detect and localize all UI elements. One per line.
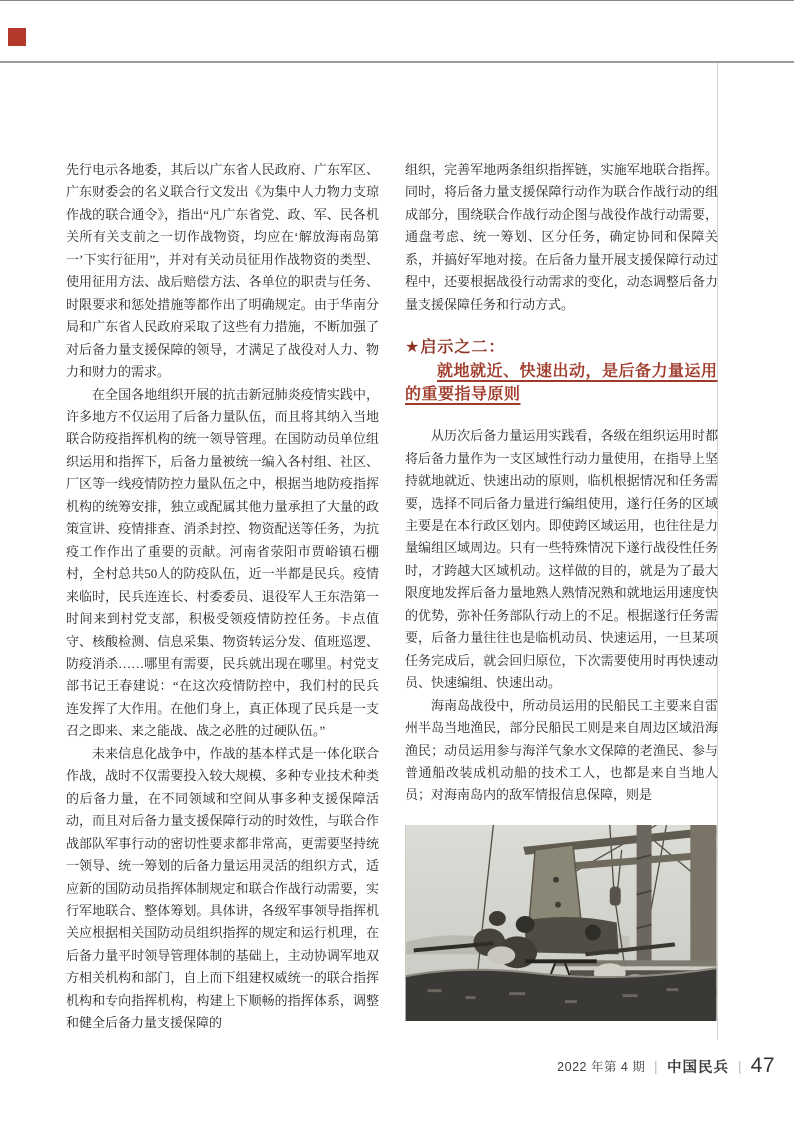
left-text-column bbox=[66, 159, 379, 1035]
paragraph: 在全国各地组织开展的抗击新冠肺炎疫情实践中，许多地方不仅运用了后备力量队伍，而且将其纳入当地联合防疫指挥机构的统一领导管理。在国防动员单位组织运用和指挥下，后备力量被统一编入各村组、社区、厂区等一线疫情防控力量队伍之中，根据当地防疫指挥机构的统筹安排，独立或配属其他力量承担了大量的政策宣讲、疫情排查、消杀封控、物资配送等任务，为抗疫工作作出了重要的贡献。河南省荥阳市贾峪镇石棚村，全村总共50人的防疫队伍，近一半都是民兵。疫情来临时，民兵连连长、村委委员、退役军人王东浩第一时间来到村党支部，积极受领疫情防控任务。卡点值守、核酸检测、信息采集、物资转运分发、值班巡逻、防疫消杀……哪里有需要，民兵就出现在哪里。村党支部书记王春建说：“在这次疫情防控中，我们村的民兵连发挥了大作用。在他们身上，真正体现了民兵是一支召之即来、来之能战、战之必胜的过硬队伍。” bbox=[66, 386, 379, 739]
right-text-column bbox=[405, 159, 718, 807]
footer-issue: 2022 年第 4 期 bbox=[557, 1060, 646, 1074]
section-heading bbox=[405, 336, 718, 406]
footer-magazine-name: 中国民兵 bbox=[667, 1059, 729, 1076]
footer-separator: | bbox=[738, 1058, 741, 1074]
page-footer bbox=[557, 1053, 775, 1079]
corner-mark bbox=[8, 28, 26, 46]
boat-photo bbox=[405, 825, 717, 1021]
paragraph: 组织，完善军地两条组织指挥链，实施军地联合指挥。同时，将后备力量支援保障行动作为联合作战行动的组成部分，围绕联合作战行动企图与战役作战行动需要，通盘考虑、统一筹划、区分任务，确定协同和保障关系，并搞好军地对接。在后备力量开展支援保障行动过程中，还要根据战役行动需求的变化，动态调整后备力量支援保障任务和行动方式。 bbox=[405, 162, 718, 312]
paragraph: 未来信息化战争中，作战的基本样式是一体化联合作战，战时不仅需要投入较大规模、多种专业技术种类的后备力量，在不同领域和空间从事多种支援保障活动，而且对后备力量支援保障行动的时效性，与联合作战部队军事行动的密切性要求都非常高，更需要坚持统一领导、统一筹划的后备力量运用灵活的组织方式，适应新的国防动员指挥体制规定和联合作战行动需要，实行军地联合、整体筹划。具体讲，各级军事领导指挥机关应根据相关国防动员组织指挥的规定和运行机理，在后备力量平时领导管理体制的基础上，主动协调军地双方相关机构和部门，自上而下组建权威统一的联合指挥机构和专向指挥机构，构建上下顺畅的指挥体系，调整和健全后备力量支援保障的 bbox=[66, 745, 379, 1031]
top-divider-rule bbox=[0, 61, 794, 63]
page-top-edge bbox=[0, 0, 794, 1]
section-heading-title: 就地就近、快速出动，是后备力量运用的重要指导原则 bbox=[405, 363, 718, 404]
paragraph: 从历次后备力量运用实践看，各级在组织运用时都将后备力量作为一支区域性行动力量使用，在指导上坚持就地就近、快速出动的原则，临机根据情况和任务需要，选择不同后备力量进行编组使用，遂行任务的区域主要是在本行政区划内。即使跨区域运用，也往往是力量编组区域周边。只有一些特殊情况下遂行战役性任务时，才跨越大区域机动。这样做的目的，就是为了最大限度地发挥后备力量地熟人熟情况熟和就地运用速度快的优势，弥补任务部队行动上的不足。根据遂行任务需要，后备力量往往也是临机动员、快速运用，一旦某项任务完成后，就会回归原位，下次需要使用时再快速动员、快速编组、快速出动。 bbox=[405, 428, 718, 691]
footer-page-number: 47 bbox=[750, 1054, 775, 1077]
paragraph: 先行电示各地委，其后以广东省人民政府、广东军区、广东财委会的名义联合行文发出《为集中人力物力支琼作战的联合通令》，指出“凡广东省党、政、军、民各机关所有关支前之一切作战物资，均应在‘解放海南岛第一’下实行征用”，并对有关动员征用作战物资的类型、使用征用方法、战后赔偿方法、各单位的职责与任务、时限要求和惩处措施等都作出了明确规定。由于华南分局和广东省人民政府采取了这些有力措施，不断加强了对后备力量支援保障的领导，才满足了战役对人力、物力和财力的需求。 bbox=[66, 162, 379, 380]
footer-separator: | bbox=[655, 1058, 658, 1074]
section-heading-kicker: ★启示之二： bbox=[405, 339, 506, 357]
paragraph: 海南岛战役中，所动员运用的民船民工主要来自雷州半岛当地渔民，部分民船民工则是来自周边区域沿海渔民；动员运用参与海洋气象水文保障的老渔民、参与普通船改装成机动船的技术工人，也都是来自当地人员；对海南岛内的敌军情报信息保障，则是 bbox=[405, 697, 718, 803]
boat-photo-illustration bbox=[405, 825, 717, 1021]
